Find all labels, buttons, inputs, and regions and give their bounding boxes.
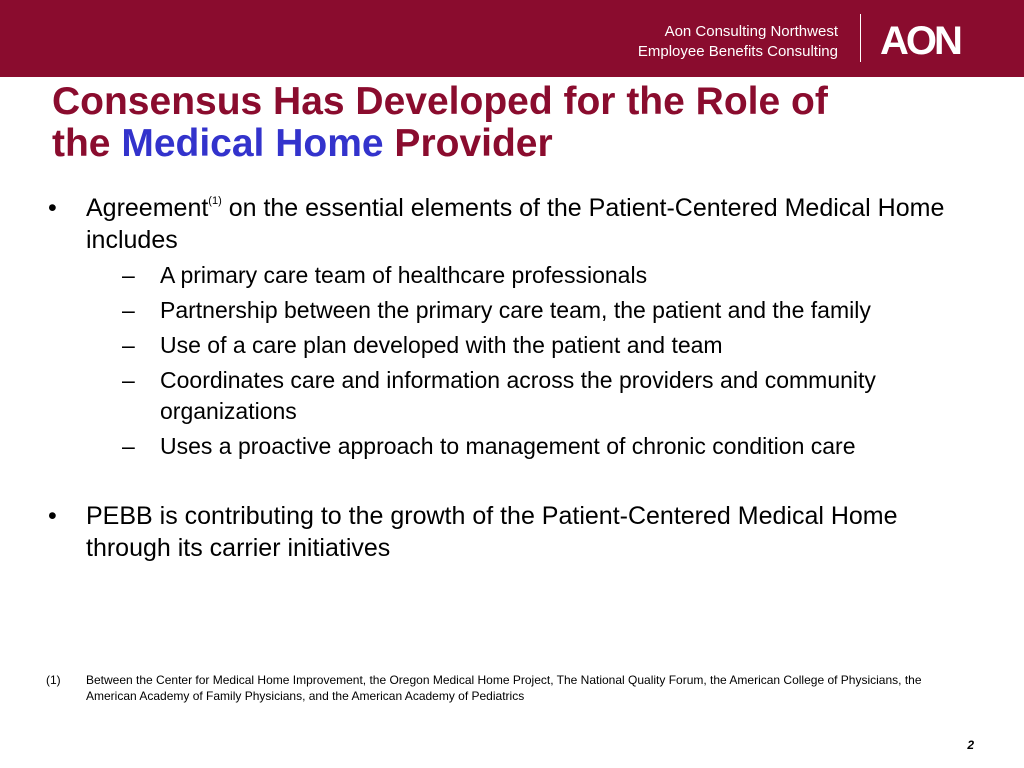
sub-bullet-dash: – — [122, 367, 135, 393]
slide-body — [48, 192, 978, 564]
footnote-marker: (1) — [46, 673, 61, 687]
bullet-dot: • — [48, 194, 57, 222]
sub-bullet — [122, 365, 910, 427]
footnote-text: Between the Center for Medical Home Improvement, the Oregon Medical Home Project, The National Quality Forum, the American College of Physicians, the American Academy of Family Physicians, and the American Academy of Pediatrics — [86, 673, 922, 703]
sub-bullet-dash: – — [122, 262, 135, 288]
company-line-1: Aon Consulting Northwest — [664, 23, 838, 40]
sub-bullet — [122, 431, 910, 462]
title-line-1: Consensus Has Developed for the Role of — [52, 80, 828, 123]
title-accent: Medical Home — [121, 122, 384, 165]
footnote-ref: (1) — [208, 195, 222, 207]
sub-bullet-dash: – — [122, 332, 135, 358]
sub-bullet-text: Coordinates care and information across the providers and community organizations — [160, 367, 876, 424]
slide-title — [52, 81, 992, 165]
spacer — [48, 466, 978, 500]
sub-bullet-list — [122, 260, 978, 462]
sub-bullet — [122, 330, 910, 361]
bullet-agreement — [48, 192, 978, 256]
title-prefix: the — [52, 122, 122, 165]
sub-bullet-text: A primary care team of healthcare professionals — [160, 262, 648, 288]
bullet-agreement-lead: Agreement — [86, 194, 209, 222]
sub-bullet — [122, 260, 910, 291]
footnote — [46, 672, 946, 704]
title-suffix: Provider — [383, 122, 553, 165]
bullet-pebb — [48, 500, 978, 564]
sub-bullet — [122, 295, 910, 326]
header-band — [0, 0, 1024, 77]
header-divider — [860, 14, 861, 62]
aon-logo-text: AON — [880, 19, 960, 62]
title-line-2 — [52, 123, 992, 165]
sub-bullet-dash: – — [122, 433, 135, 459]
company-line-2: Employee Benefits Consulting — [637, 43, 838, 60]
bullet-dot: • — [48, 502, 57, 530]
page-number: 2 — [967, 738, 974, 752]
aon-logo — [878, 14, 974, 62]
company-name — [638, 22, 838, 62]
sub-bullet-text: Partnership between the primary care team, the patient and the family — [160, 297, 871, 323]
sub-bullet-text: Uses a proactive approach to management of chronic condition care — [160, 433, 856, 459]
sub-bullet-text: Use of a care plan developed with the patient and team — [160, 332, 723, 358]
bullet-pebb-text: PEBB is contributing to the growth of the Patient-Centered Medical Home through its carrier initiatives — [86, 502, 898, 562]
sub-bullet-dash: – — [122, 297, 135, 323]
bullet-agreement-rest: on the essential elements of the Patient-Centered Medical Home includes — [86, 194, 945, 254]
